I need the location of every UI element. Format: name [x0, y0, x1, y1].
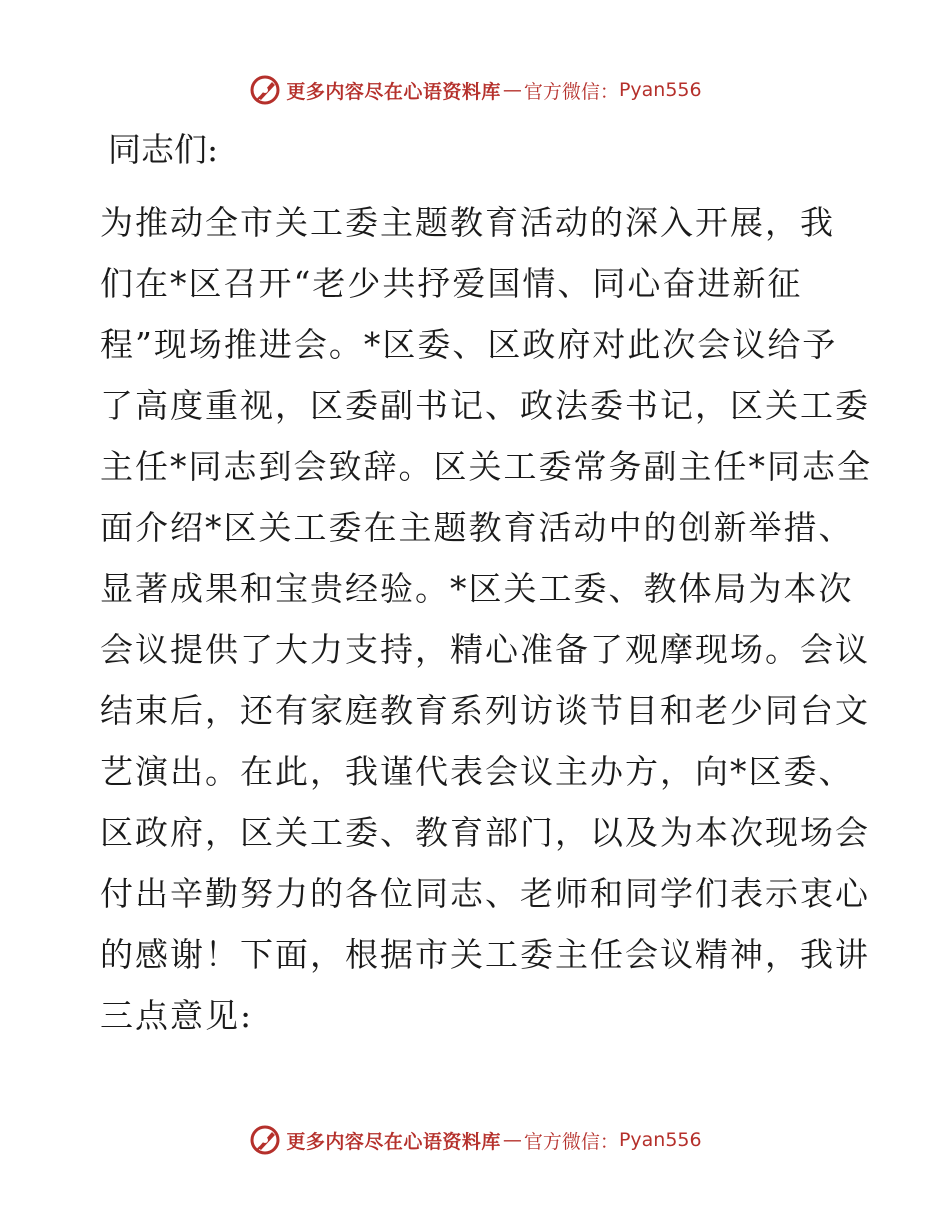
watermark-wechat-id: Pyan556: [618, 79, 702, 101]
watermark-contact-label: 官方微信：: [523, 80, 619, 103]
paragraph-line: 为推动全市关工委主题教育活动的深入开展，我: [100, 203, 835, 242]
quill-pen-circle-icon: [248, 1123, 282, 1157]
paragraph-line: 了高度重视，区委副书记、政法委书记，区关工委: [100, 386, 870, 425]
paragraph-line: 艺演出。在此，我谨代表会议主办方，向*区委、: [100, 752, 854, 791]
watermark-brand: 更多内容尽在心语资料库: [286, 80, 501, 103]
paragraph-line: 们在*区召开“老少共抒爱国情、同心奋进新征: [100, 264, 803, 303]
paragraph-line: 三点意见:: [100, 996, 254, 1035]
watermark-separator: —: [502, 79, 522, 101]
watermark-brand: 更多内容尽在心语资料库: [286, 1130, 501, 1153]
paragraph-line: 的感谢！下面，根据市关工委主任会议精神，我讲: [100, 935, 870, 974]
paragraph-line: 显著成果和宝贵经验。*区关工委、教体局为本次: [100, 569, 854, 608]
paragraph-line: 结束后，还有家庭教育系列访谈节目和老少同台文: [100, 691, 870, 730]
watermark-wechat-id: Pyan556: [618, 1129, 702, 1151]
watermark-contact-label: 官方微信：: [523, 1130, 619, 1153]
header-watermark: [0, 70, 950, 110]
footer-watermark: [0, 1120, 950, 1160]
paragraph-line: 面介绍*区关工委在主题教育活动中的创新举措、: [100, 508, 854, 547]
paragraph-line: 程”现场推进会。*区委、区政府对此次会议给予: [100, 325, 838, 364]
paragraph-line: 主任*同志到会致辞。区关工委常务副主任*同志全: [100, 447, 872, 486]
quill-pen-circle-icon: [248, 73, 282, 107]
paragraph: [100, 192, 872, 1046]
paragraph-line: 会议提供了大力支持，精心准备了观摩现场。会议: [100, 630, 870, 669]
document-body: [100, 125, 872, 1046]
paragraph-line: 区政府，区关工委、教育部门，以及为本次现场会: [100, 813, 870, 852]
paragraph-line: 付出辛勤努力的各位同志、老师和同学们表示衷心: [100, 874, 870, 913]
salutation: 同志们:: [108, 130, 219, 169]
watermark-separator: —: [502, 1129, 522, 1151]
